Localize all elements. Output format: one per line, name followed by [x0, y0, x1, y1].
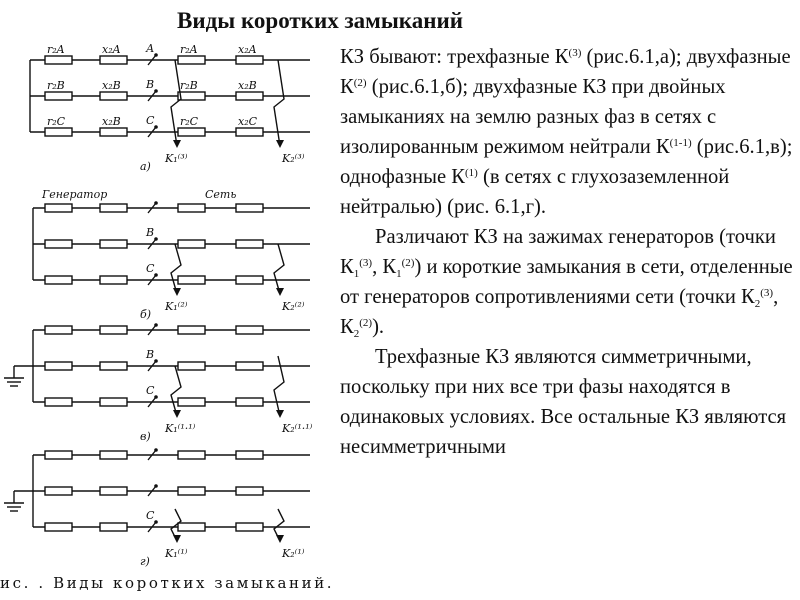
resistor [178, 326, 205, 334]
resistor [236, 362, 263, 370]
resistor [236, 204, 263, 212]
resistor [45, 128, 72, 136]
breaker-contact [154, 520, 158, 524]
breaker-contact [154, 359, 158, 363]
resistor [236, 56, 263, 64]
impedance-label: x₂A [102, 43, 121, 56]
resistor [236, 276, 263, 284]
circuit-diagram [0, 42, 335, 600]
page-title: Виды коротких замыканий [177, 8, 463, 33]
impedance-label: r₂B [47, 79, 65, 92]
phase-label: С [146, 114, 155, 127]
paragraph-kz-locations: Различают КЗ на зажимах генераторов (точки $К_1^{(3)}$, $К_1^{(2)}$) и короткие замыкания в сети, отделенные от генераторов сопротивлениями сети (точки $К_2^{(3)}$, $К_2^{(2)}$). [340, 226, 793, 340]
breaker-contact [154, 484, 158, 488]
resistor [45, 398, 72, 406]
phase-label: А [146, 42, 155, 55]
impedance-label: x₂A [238, 43, 257, 56]
impedance-label: x₂B [238, 79, 257, 92]
fault-arrow [173, 288, 181, 296]
fault-arrow [173, 140, 181, 148]
panel-label: б) [140, 308, 152, 321]
phase-label: С [146, 384, 155, 397]
impedance-label: r₂A [47, 43, 65, 56]
resistor [45, 523, 72, 531]
fault-label-k2: K₂⁽³⁾ [282, 152, 305, 165]
resistor [178, 398, 205, 406]
resistor [236, 398, 263, 406]
impedance-label: r₂B [180, 79, 198, 92]
fault-arrow [173, 410, 181, 418]
resistor [236, 326, 263, 334]
fault-label-k1: K₁⁽²⁾ [165, 300, 188, 313]
resistor [45, 362, 72, 370]
fault-label-k1: K₁⁽¹⁾ [165, 547, 188, 560]
resistor [100, 487, 127, 495]
resistor [178, 56, 205, 64]
impedance-label: x₂B [102, 115, 121, 128]
paragraph-kz-types: КЗ бывают: трехфазные $К^{(3)}$ (рис.6.1,а); двухфазные $К^{(2)}$ (рис.6.1,б); двухфазные КЗ при двойных замыканиях на землю разных фаз в сетях с изолированным режимом нейтрали $К^{(1-1)}$ (рис.6.1,в); однофазные $К^{(1)}$ (в сетях с глухозаземленной нейтралью) (рис. 6.1,г). [340, 46, 793, 218]
body-text [340, 42, 795, 462]
fault-arrow [276, 410, 284, 418]
panel-label: г) [140, 555, 150, 568]
breaker-contact [154, 273, 158, 277]
breaker-contact [154, 89, 158, 93]
breaker-contact [154, 448, 158, 452]
breaker-contact [154, 53, 158, 57]
resistor [100, 56, 127, 64]
resistor [178, 240, 205, 248]
resistor [100, 276, 127, 284]
resistor [178, 128, 205, 136]
resistor [100, 240, 127, 248]
resistor [45, 276, 72, 284]
fault-symbol-k1 [171, 244, 181, 294]
fault-label-k2: K₂⁽¹⁾ [282, 547, 305, 560]
phase-label: В [146, 78, 155, 91]
phase-label: В [146, 226, 155, 239]
impedance-label: r₂A [180, 43, 198, 56]
resistor [236, 487, 263, 495]
resistor [100, 92, 127, 100]
resistor [178, 204, 205, 212]
breaker-contact [154, 201, 158, 205]
breaker-contact [154, 323, 158, 327]
fault-arrow [276, 535, 284, 543]
resistor [236, 240, 263, 248]
resistor [100, 523, 127, 531]
paragraph-symmetry: Трехфазные КЗ являются симметричными, поскольку при них все три фазы находятся в одинаковых условиях. Все остальные КЗ являются несимметричными [340, 346, 787, 458]
resistor [45, 451, 72, 459]
impedance-label: r₂C [180, 115, 199, 128]
resistor [178, 276, 205, 284]
resistor [100, 398, 127, 406]
resistor [178, 92, 205, 100]
resistor [100, 362, 127, 370]
resistor [45, 326, 72, 334]
impedance-label: r₂C [47, 115, 66, 128]
fault-label-k2: K₂⁽¹·¹⁾ [282, 422, 313, 435]
phase-label: С [146, 509, 155, 522]
phase-label: С [146, 262, 155, 275]
figure-caption: ис. . Виды коротких замыканий. [0, 574, 335, 592]
resistor [236, 523, 263, 531]
fault-symbol-k2 [274, 356, 284, 416]
resistor [100, 128, 127, 136]
section-label-generator: Генератор [42, 188, 108, 201]
breaker-contact [154, 395, 158, 399]
impedance-label: x₂C [238, 115, 258, 128]
resistor [45, 487, 72, 495]
resistor [178, 451, 205, 459]
impedance-label: x₂B [102, 79, 121, 92]
section-label-network: Сеть [205, 188, 237, 201]
resistor [178, 362, 205, 370]
fault-symbol-k1 [171, 366, 181, 416]
resistor [45, 240, 72, 248]
resistor [236, 92, 263, 100]
resistor [100, 204, 127, 212]
resistor [45, 204, 72, 212]
breaker-contact [154, 125, 158, 129]
resistor [236, 128, 263, 136]
resistor [45, 56, 72, 64]
fault-label-k1: K₁⁽³⁾ [165, 152, 188, 165]
panel-label: в) [140, 430, 151, 443]
phase-label: В [146, 348, 155, 361]
fault-arrow [276, 288, 284, 296]
fault-arrow [173, 535, 181, 543]
fault-arrow [276, 140, 284, 148]
resistor [178, 523, 205, 531]
resistor [236, 451, 263, 459]
panel-label: а) [140, 160, 151, 173]
fault-label-k2: K₂⁽²⁾ [282, 300, 305, 313]
resistor [100, 451, 127, 459]
resistor [100, 326, 127, 334]
fault-symbol-k2 [274, 244, 284, 294]
resistor [178, 487, 205, 495]
fault-symbol-k2 [274, 60, 284, 146]
fault-label-k1: K₁⁽¹·¹⁾ [165, 422, 196, 435]
breaker-contact [154, 237, 158, 241]
resistor [45, 92, 72, 100]
